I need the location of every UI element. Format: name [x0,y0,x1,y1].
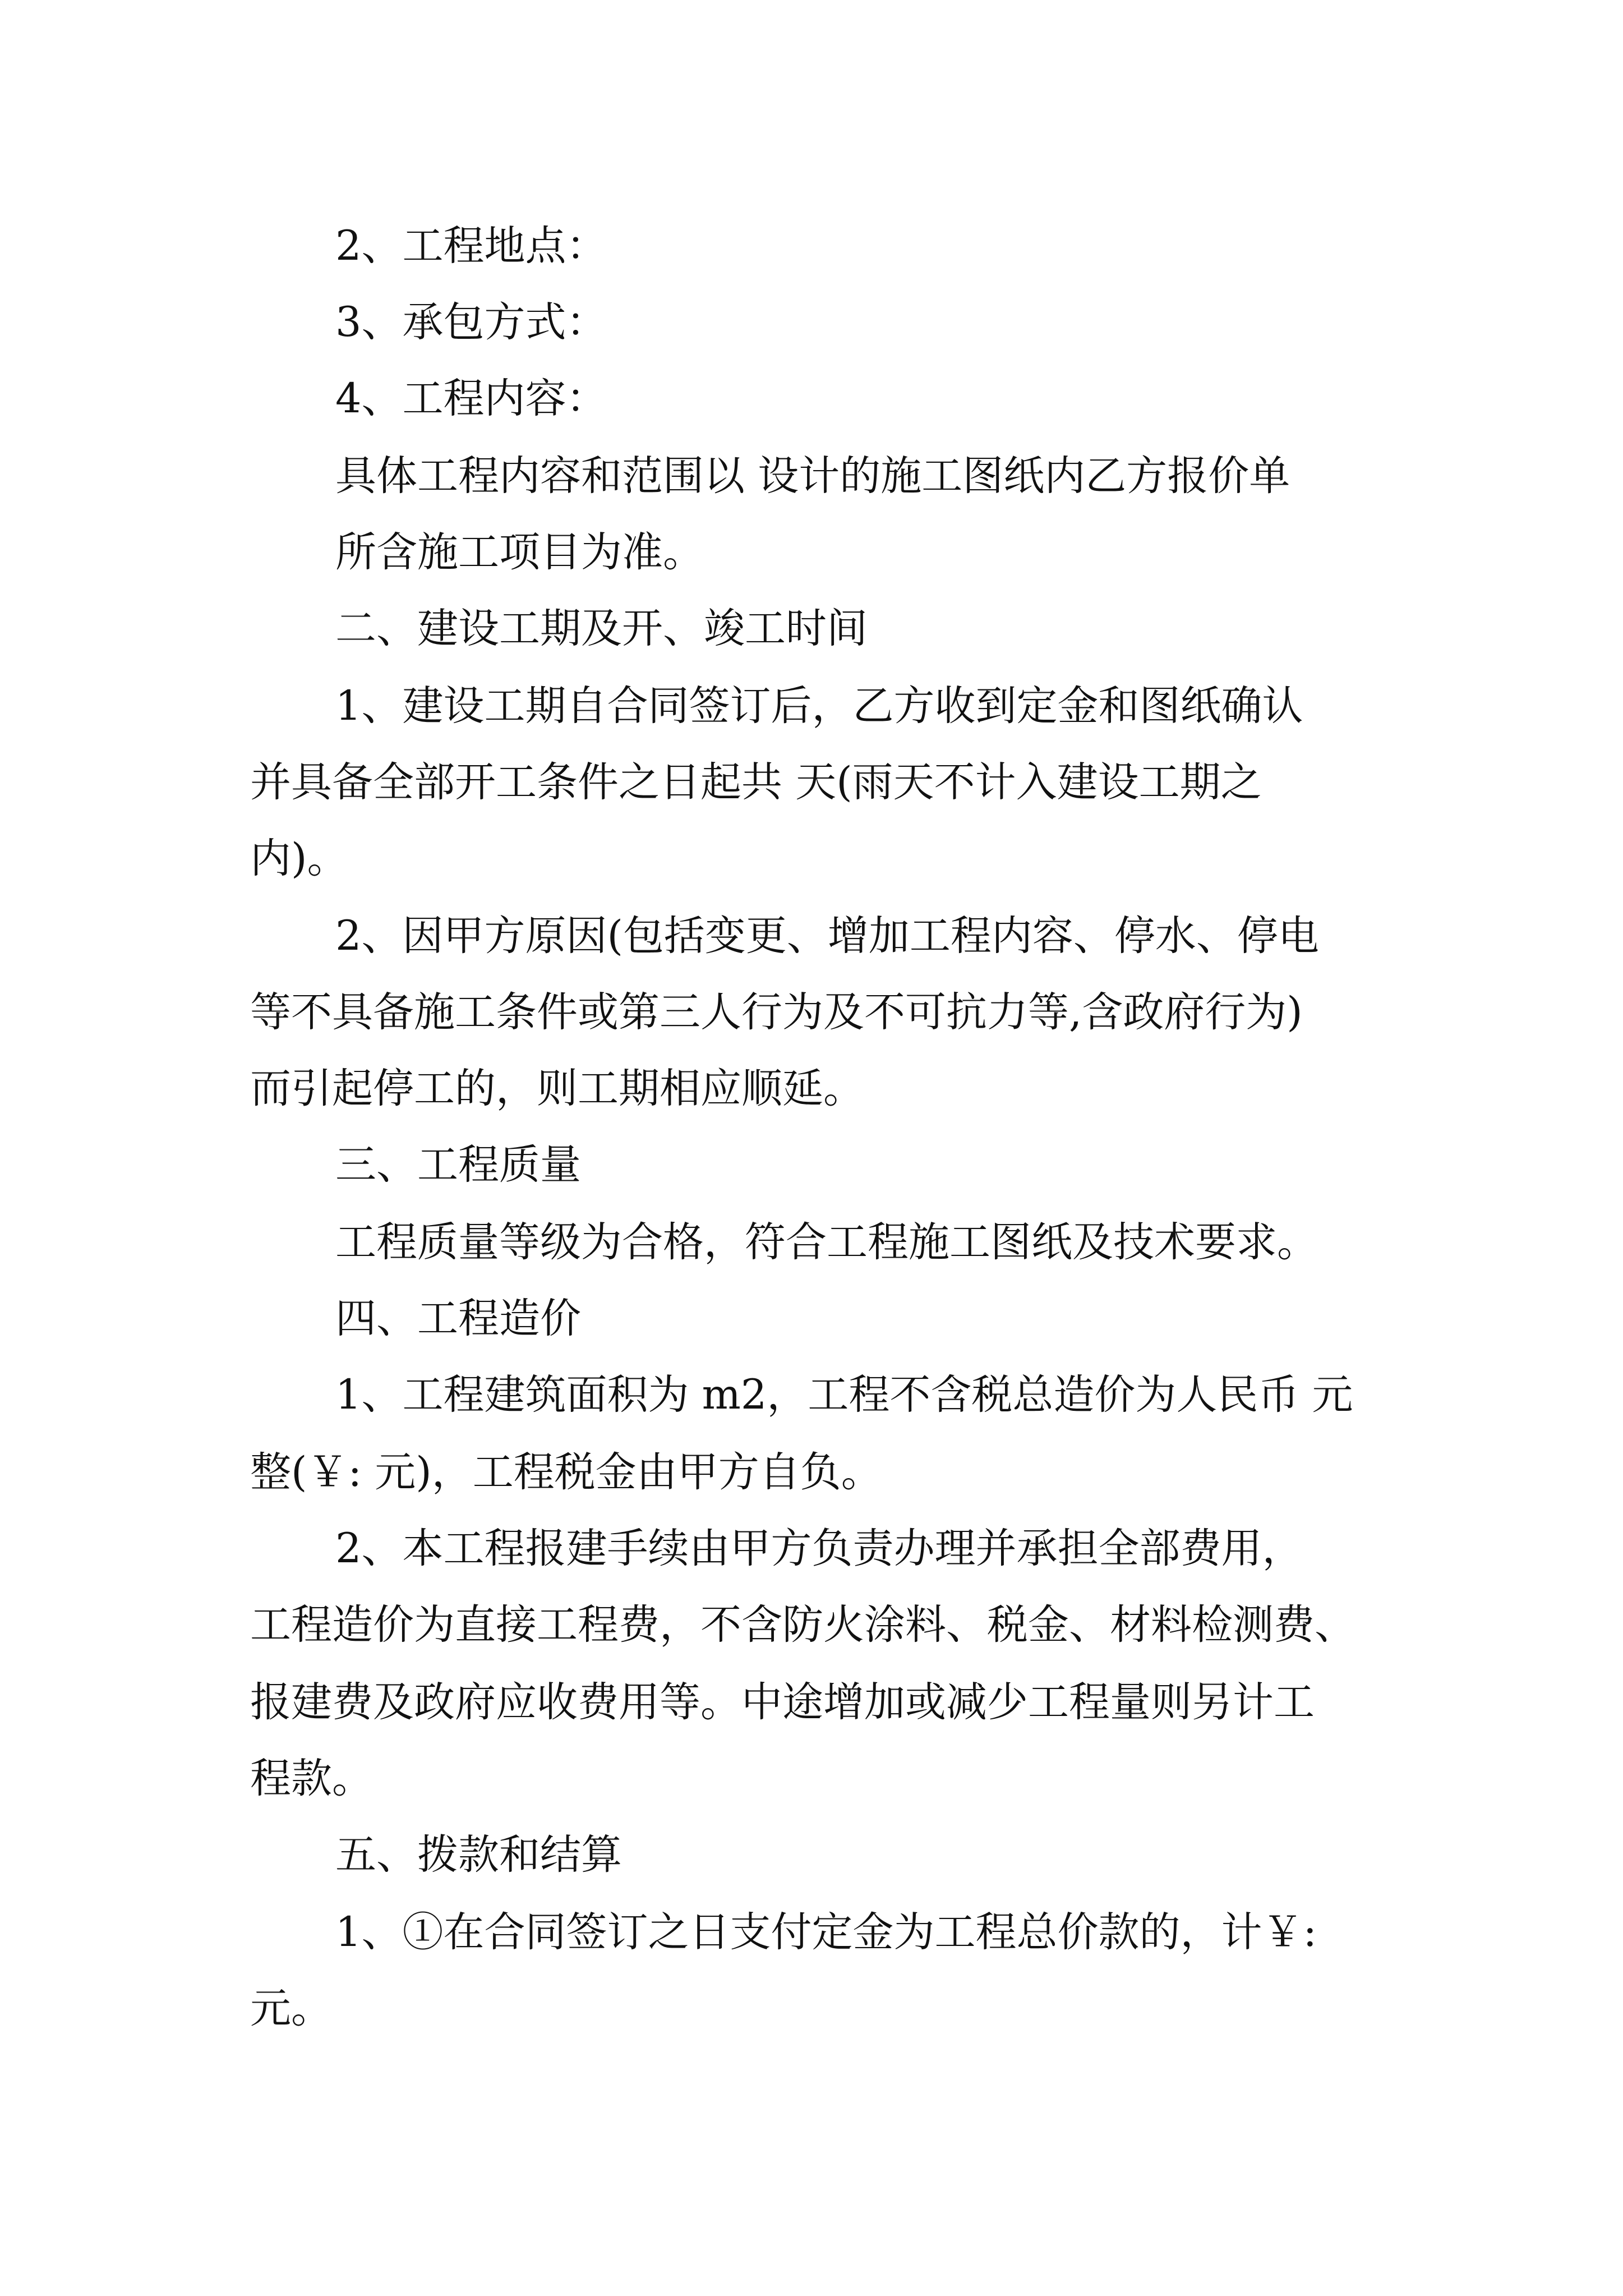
item-project-content: 4、工程内容： [335,375,607,422]
section-heading-quality: 三、工程质量 [335,1141,581,1189]
paragraph-line: 而引起停工的，则工期相应顺延。 [250,1065,864,1112]
item-project-location: 2、工程地点： [335,222,607,270]
paragraph-line: 2、因甲方原因(包括变更、增加工程内容、停水、停电 [335,912,1319,960]
paragraph-line: 1、建设工期自合同签订后，乙方收到定金和图纸确认 [335,682,1303,730]
paragraph-line: 工程造价为直接工程费，不含防火涂料、税金、材料检测费、 [250,1601,1355,1649]
paragraph-line: 所含施工项目为准。 [335,528,704,576]
section-heading-cost: 四、工程造价 [335,1295,581,1342]
paragraph-line: 报建费及政府应收费用等。中途增加或减少工程量则另计工 [250,1678,1315,1726]
section-heading-payment: 五、拨款和结算 [335,1831,622,1879]
paragraph-line: 等不具备施工条件或第三人行为及不可抗力等,含政府行为) [250,988,1303,1036]
paragraph-line: 1、工程建筑面积为 m2，工程不含税总造价为人民币 元 [335,1371,1353,1419]
paragraph-line: 2、本工程报建手续由甲方负责办理并承担全部费用， [335,1525,1303,1572]
paragraph-line: 元。 [250,1985,332,2032]
item-contract-method: 3、承包方式： [335,298,607,346]
paragraph-line: 程款。 [250,1755,373,1802]
paragraph-line: 1、①在合同签订之日支付定金为工程总价款的，计￥: [335,1908,1317,1956]
paragraph-line: 内)。 [250,835,348,882]
paragraph-line: 具体工程内容和范围以 设计的施工图纸内乙方报价单 [335,452,1290,500]
section-heading-schedule: 二、建设工期及开、竣工时间 [335,605,868,652]
paragraph-line: 整(￥: 元)，工程税金由甲方自负。 [250,1448,882,1496]
paragraph-line: 并具备全部开工条件之日起共 天(雨天不计入建设工期之 [250,758,1262,806]
paragraph-line: 工程质量等级为合格，符合工程施工图纸及技术要求。 [335,1218,1318,1266]
